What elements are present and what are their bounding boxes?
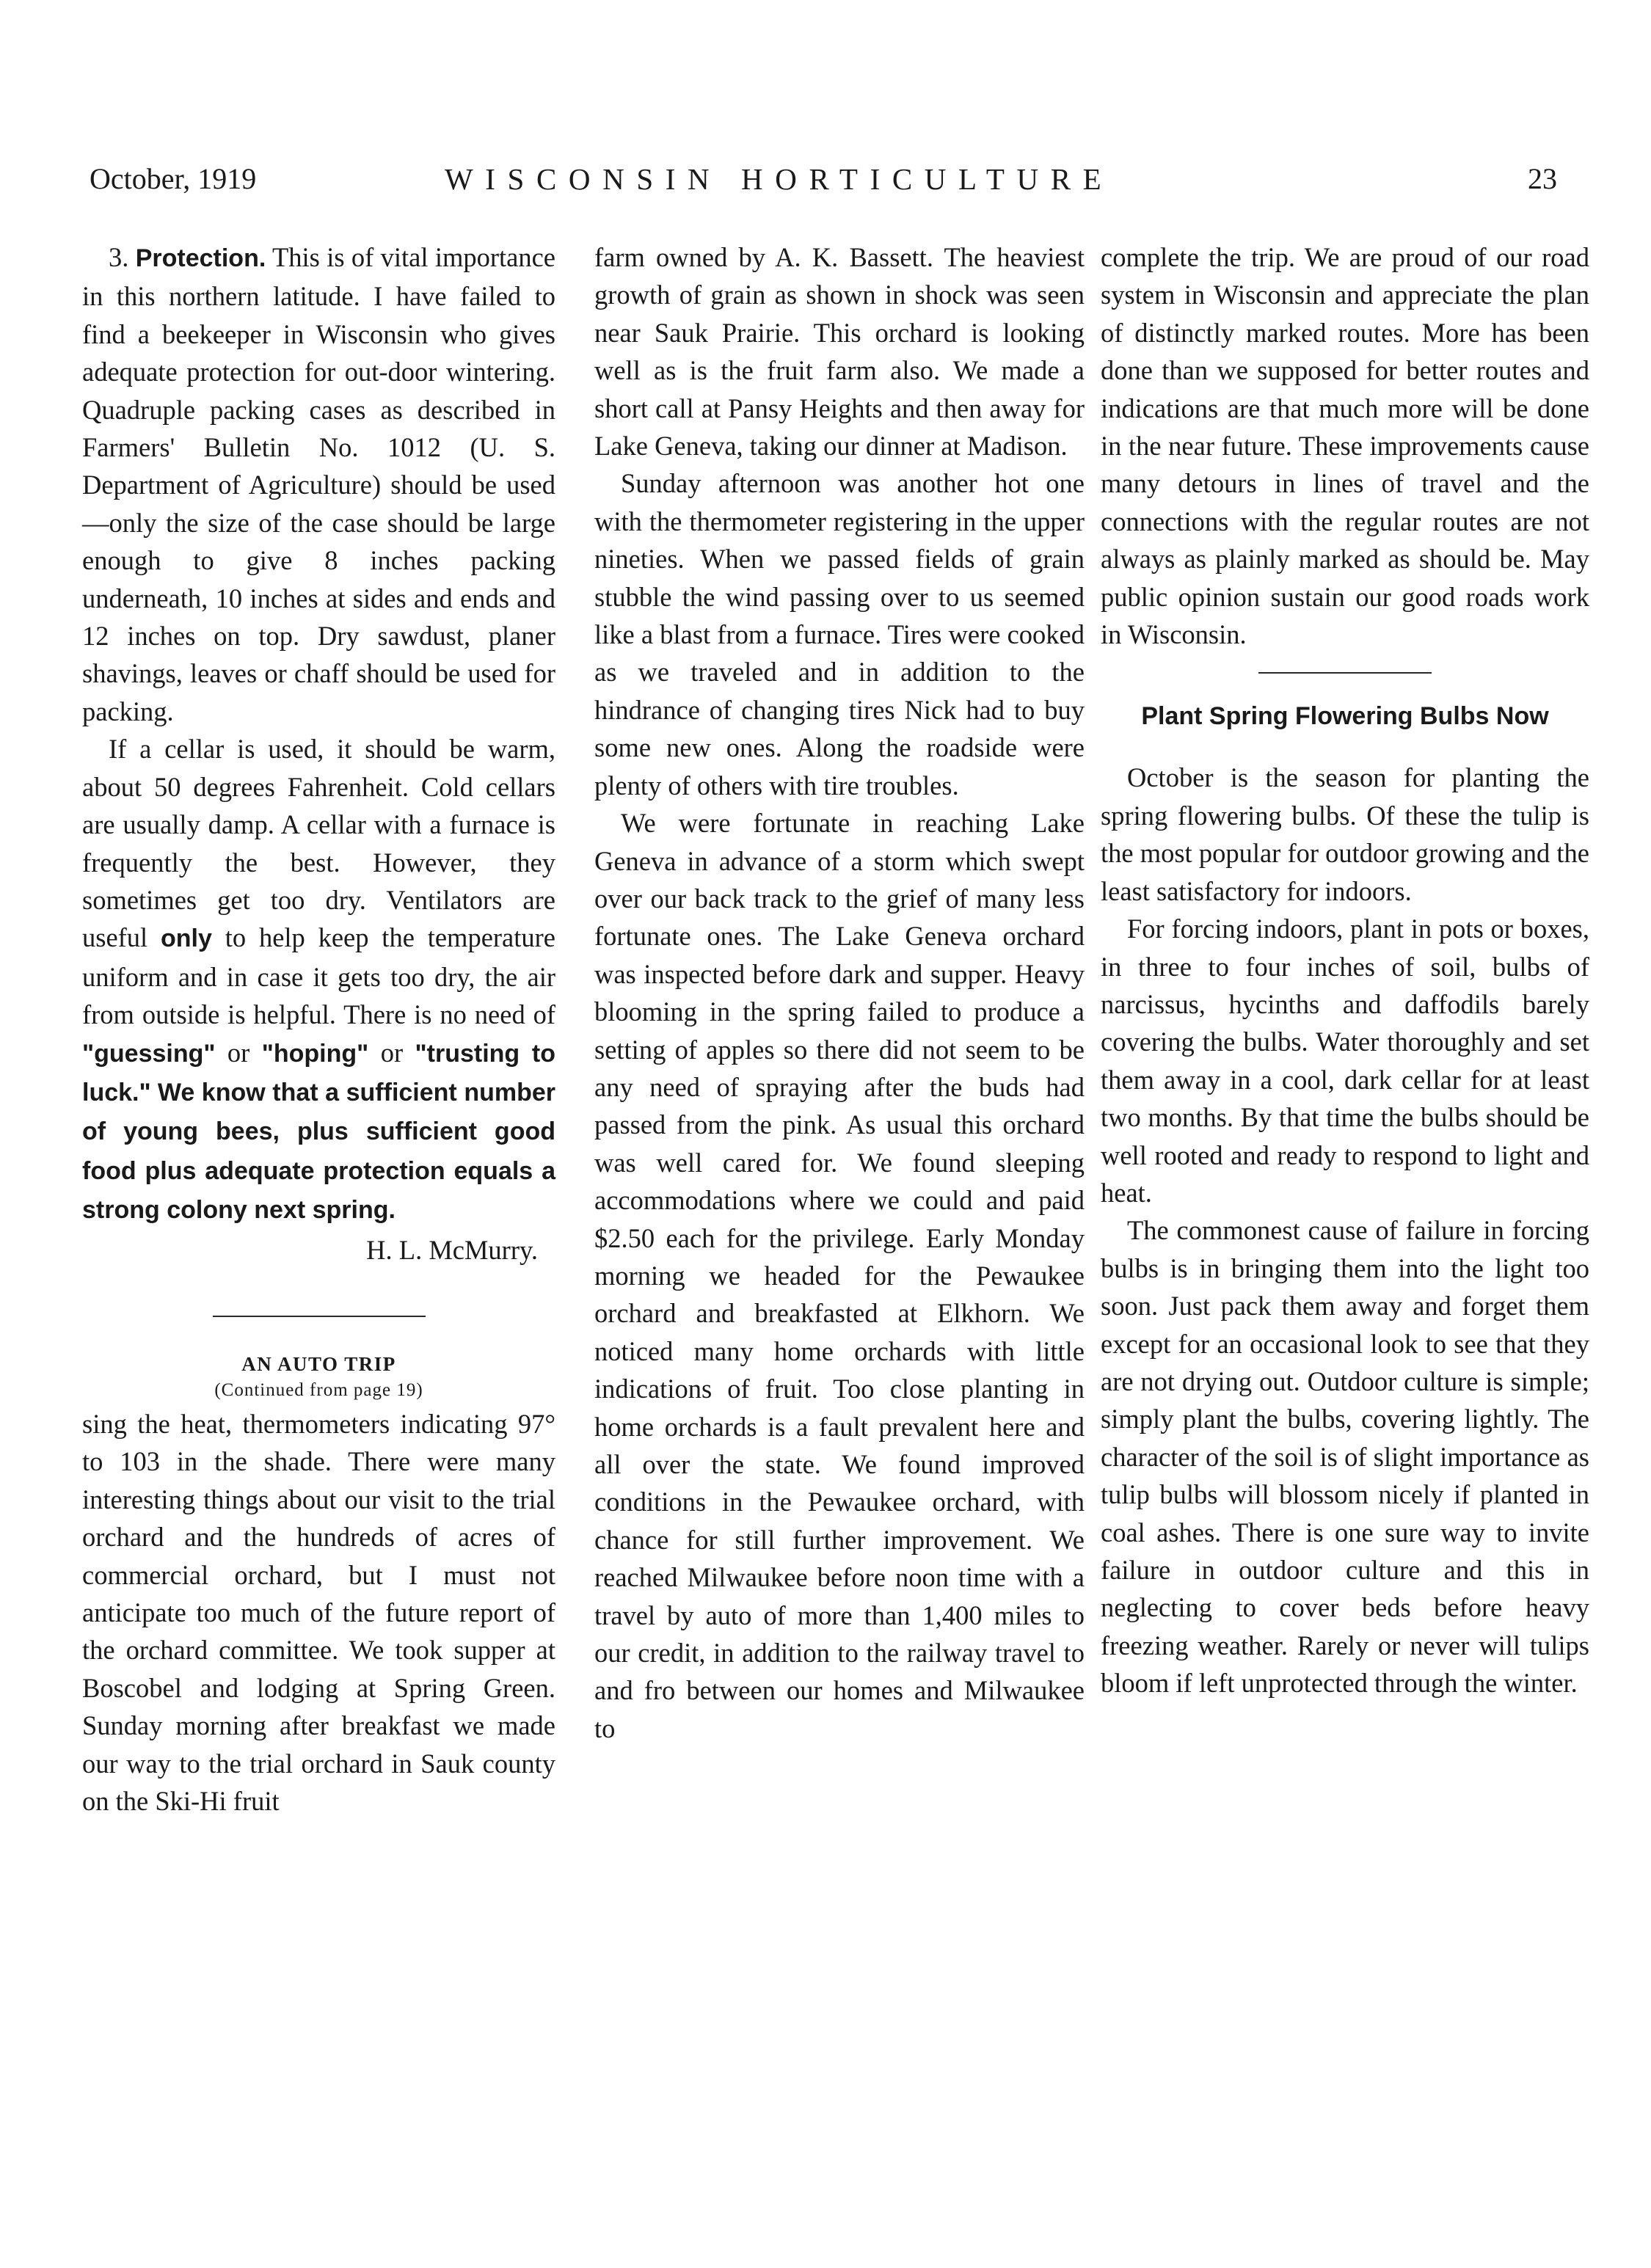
publication-title: WISCONSIN HORTICULTURE <box>445 162 1114 196</box>
paragraph: For forcing indoors, plant in pots or boxes, in three to four inches of soil, bulbs of narcissus, hycinths and daffodils barely covering the bulbs. Water thoroughly and set them away in a cool, dark cellar for at least two months. By that time the bulbs should be well rooted and ready to respond to light and heat. <box>1101 914 1589 1208</box>
conj-or: or <box>227 1037 250 1068</box>
continued-note: (Continued from page 19) <box>214 1379 423 1400</box>
auto-trip-heading: AN AUTO TRIP <box>241 1352 396 1375</box>
emphasis-guessing: "guessing" <box>82 1039 216 1068</box>
cellar-text: If a cellar is used, it should be warm, about 50 degrees Fahrenheit. Cold cellars are usually damp. A cellar with a furnace is frequently the best. However, they sometimes get too dry. Ventilators are useful <box>82 734 555 953</box>
paragraph: We were fortunate in reaching Lake Geneva in advance of a storm which swept over our back track to the grief of many less fortunate ones. The Lake Geneva orchard was inspected before dark and supper. Heavy blooming in the spring failed to produce a setting of apples so there did not seem to be any need of spraying after the buds had passed from the pink. As usual this orchard was well cared for. We found sleeping accommodations where we could and paid $2.50 each for the privilege. Early Monday morning we headed for the Pewaukee orchard and breakfasted at Elkhorn. We noticed many home orchards with little indications of fruit. Too close planting in home orchards is a fault prevalent here and all over the state. We found improved conditions in the Pewaukee orchard, with chance for still further improvement. We reached Milwaukee before noon time with a travel by auto of more than 1,400 miles to our credit, in addition to the railway travel to and fro between our homes and Milwaukee to <box>594 808 1085 1743</box>
protection-heading: Protection. <box>135 244 266 272</box>
protection-paragraph <box>82 238 555 730</box>
author-signature: H. L. McMurry. <box>366 1234 538 1265</box>
cellar-text-cont: to help keep the temperature uniform and in case it gets too dry, the air from outside is helpful. There is no need of <box>82 922 555 1030</box>
cellar-paragraph <box>82 730 555 1229</box>
page-number: 23 <box>1528 162 1557 195</box>
emphasis-trusting: "trusting to luck." <box>82 1039 556 1106</box>
column-middle <box>594 238 1085 1747</box>
paragraph: Sunday afternoon was another hot one with the thermometer registering in the upper nineties. When we passed fields of grain stubble the wind passing over to us seemed like a blast from a furnace. Tires were cooked as we traveled and in addition to the hindrance of changing tires Nick had to buy some new ones. Along the roadside were plenty of others with tire troubles. <box>594 468 1085 801</box>
conclusion-text: We know that a sufficient number of young bees, plus sufficient good food plus adequate protection equals a strong colony next spring. <box>82 1078 556 1225</box>
issue-date: October, 1919 <box>90 162 257 195</box>
emphasis-hoping: "hoping" <box>261 1039 369 1068</box>
column-right <box>1101 238 1589 1702</box>
article-title: Plant Spring Flowering Bulbs Now <box>1141 702 1549 731</box>
conj-or: or <box>380 1037 404 1068</box>
emphasis-only: only <box>161 925 212 953</box>
divider <box>213 1316 426 1317</box>
protection-text: This is of vital importance in this northern latitude. I have failed to find a beekeeper in Wisconsin who gives adequate protection for out-door wintering. Quadruple packing cases as described in Farmers' Bulletin No. 1012 (U. S. Department of Agriculture) should be used—only the size of the case should be large enough to give 8 inches packing underneath, 10 inches at sides and ends and 12 inches on top. Dry sawdust, planer shavings, leaves or chaff should be used for packing. <box>82 242 556 726</box>
divider <box>1258 672 1432 674</box>
paragraph: October is the season for planting the spring flowering bulbs. Of these the tulip is the most popular for outdoor growing and the least satisfactory for indoors. <box>1101 762 1590 906</box>
item-number: 3. <box>109 242 129 272</box>
auto-trip-text: sing the heat, thermometers indicating 97° to 103 in the shade. There were many interesting things about our visit to the trial orchard and the hundreds of acres of commercial orchard, but I must not anticipate too much of the future report of the orchard committee. We took supper at Boscobel and lodging at Spring Green. Sunday morning after breakfast we made our way to the trial orchard in Sauk county on the Ski-Hi fruit <box>82 1408 555 1817</box>
paragraph: farm owned by A. K. Bassett. The heaviest growth of grain as shown in shock was seen near Sauk Prairie. This orchard is looking well as is the fruit farm also. We made a short call at Pansy Heights and then away for Lake Geneva, taking our dinner at Madison. <box>594 242 1085 462</box>
paragraph: The commonest cause of failure in forcing bulbs is in bringing them into the light too soon. Just pack them away and forget them except for an occasional look to see that they are not drying out. Outdoor culture is simple; simply plant the bulbs, covering lightly. The character of the soil is of slight importance as tulip bulbs will blossom nicely if planted in coal ashes. There is one sure way to invite failure in outdoor culture and this in neglecting to cover beds before heavy freezing weather. Rarely or never will tulips bloom if left unprotected through the winter. <box>1101 1215 1589 1699</box>
column-left <box>82 238 555 1820</box>
paragraph: complete the trip. We are proud of our road system in Wisconsin and appreciate the plan of distinctly marked routes. More has been done than we supposed for better routes and indications are that much more will be done in the near future. These improvements cause many detours in lines of travel and the connections with the regular routes are not always as plainly marked as should be. May public opinion sustain our good roads work in Wisconsin. <box>1101 242 1589 650</box>
page-header <box>90 161 1557 205</box>
